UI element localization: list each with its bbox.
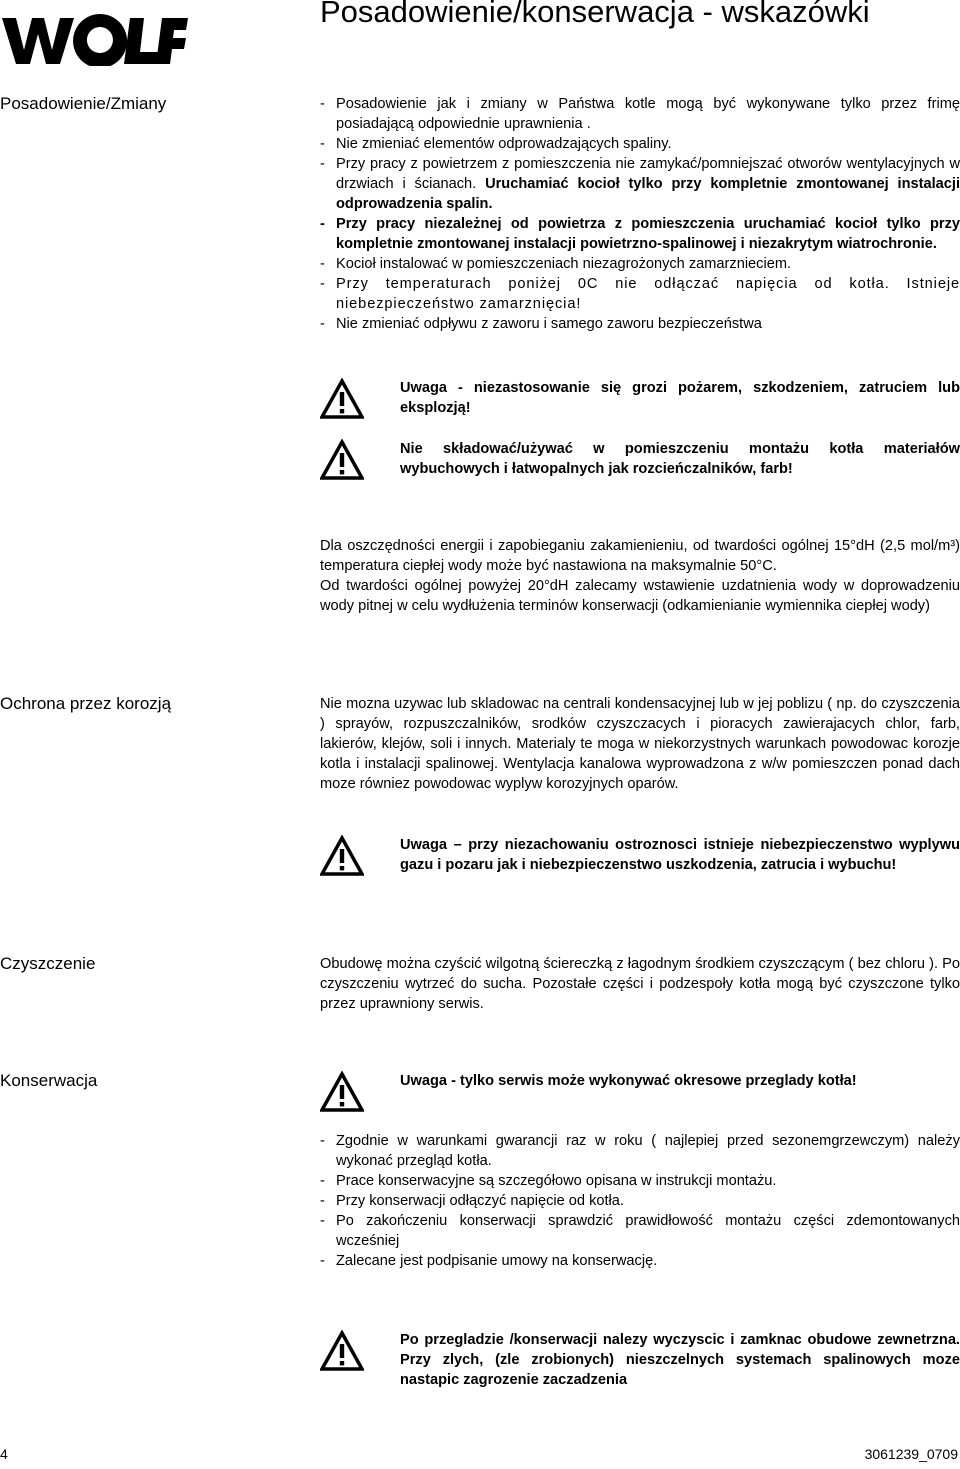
warning-text: Nie składować/używać w pomieszczeniu montażu kotła materiałów wybuchowych i łatwopalnych jak rozcieńczalników, farb! (400, 441, 960, 477)
list-item: - Zgodnie w warunkami gwarancji raz w roku ( najlepiej przed sezonemgrzewczym) należy wykonać przegląd kotła. (320, 1131, 960, 1171)
document-number: 3061239_0709 (864, 1446, 958, 1462)
posadowienie-list (320, 94, 960, 334)
warning-gas (320, 835, 960, 875)
page-number: 4 (0, 1446, 8, 1462)
czyszczenie-paragraph: Obudowę można czyścić wilgotną ściereczką z łagodnym środkiem czyszczącym ( bez chloru ). Po czyszczeniu wytrzeć do sucha. Pozostałe części i podzespoły kotła mogą być czyszczone tylko przez uprawniony serwis. (320, 956, 960, 1012)
warning-fire (320, 378, 960, 418)
list-item: - Nie zmieniać elementów odprowadzających spaliny. (320, 134, 960, 154)
section-heading-posadowienie: Posadowienie/Zmiany (0, 94, 167, 113)
konserwacja-list-block (320, 1131, 960, 1271)
section-heading-ochrona: Ochrona przez korozją (0, 694, 172, 713)
list-item: - Przy temperaturach poniżej 0C nie odłączać napięcia od kotła. Istnieje niebezpieczeństwo zamarznięcia! (320, 274, 960, 314)
ochrona-text (320, 694, 960, 794)
warning-text: Uwaga - tylko serwis może wykonywać okresowe przeglady kotła! (400, 1073, 857, 1089)
list-item: - Nie zmieniać odpływu z zaworu i samego zaworu bezpieczeństwa (320, 314, 960, 334)
warning-text: Uwaga - niezastosowanie się grozi pożarem, szkodzeniem, zatruciem lub eksplozją! (400, 380, 960, 416)
list-item: - Po zakończeniu konserwacji sprawdzić prawidłowość montażu części zdemontowanych wcześniej (320, 1211, 960, 1251)
posadowienie-list-block (320, 94, 960, 334)
water-hardness-block (320, 536, 960, 616)
list-item: - Kocioł instalować w pomieszczeniach niezagrożonych zamarznieciem. (320, 254, 960, 274)
warning-storage (320, 439, 960, 479)
warning-flue (320, 1330, 960, 1390)
list-item: - Przy konserwacji odłączyć napięcie od kotła. (320, 1191, 960, 1211)
list-item: - Przy pracy z powietrzem z pomieszczenia nie zamykać/pomniejszać otworów wentylacyjnych w drzwiach i ścianach. Uruchamiać kocioł tylko przy kompletnie zmontowanej instalacji odprowadzenia spalin. (320, 154, 960, 214)
list-item: - Prace konserwacyjne są szczegółowo opisana w instrukcji montażu. (320, 1171, 960, 1191)
wolf-logo (2, 14, 188, 66)
warning-triangle-icon (320, 439, 364, 481)
warning-triangle-icon (320, 1330, 364, 1372)
warning-triangle-icon (320, 378, 364, 420)
ochrona-paragraph: Nie mozna uzywac lub skladowac na centrali kondensacyjnej lub w jej poblizu ( np. do czyszczenia ) sprayów, rozpuszczalników, srodków czyszczacych i pioracych zawierajacych chlor, farb, lakierów, klejów, soli i innych. Materialy te moga w niekorzystnych warunkach powodowac korozje kotla i instalacji spalinowej. Wentylacja kanalowa wyprowadzona z w/w pomieszczen ponad dach moze równiez powodowac wyplyw korozyjnych oparów. (320, 696, 960, 792)
water-paragraph-2: Od twardości ogólnej powyżej 20°dH zalecamy wstawienie uzdatnienia wody w doprowadzeniu wody pitnej w celu wydłużenia terminów konserwacji (odkamienianie wymiennika ciepłej wody) (320, 578, 960, 614)
warning-text: Uwaga – przy niezachowaniu ostroznosci istnieje niebezpieczenstwo wyplywu gazu i pozaru jak i niebezpieczenstwo uszkodzenia, zatrucia i wybuchu! (400, 837, 960, 873)
warning-triangle-icon (320, 835, 364, 877)
czyszczenie-text (320, 954, 960, 1014)
section-heading-czyszczenie: Czyszczenie (0, 954, 96, 973)
warning-text: Po przegladzie /konserwacji nalezy wyczyscic i zamknac obudowe zewnetrzna. Przy zlych, (zle zrobionych) nieszczelnych systemach spalinowych moze nastapic zagrozenie zaczadzenia (400, 1332, 960, 1388)
water-paragraph-1: Dla oszczędności energii i zapobieganiu zakamienieniu, od twardości ogólnej 15°dH (2,5 mol/m³) temperatura ciepłej wody może być nastawiona na maksymalnie 50°C. (320, 538, 960, 574)
page-title: Posadowienie/konserwacja - wskazówki (320, 0, 870, 29)
warning-triangle-icon (320, 1071, 364, 1113)
section-heading-konserwacja: Konserwacja (0, 1071, 98, 1090)
list-item: - Zalecane jest podpisanie umowy na konserwację. (320, 1251, 960, 1271)
warning-service (320, 1071, 960, 1091)
bold-note: Uruchamiać kocioł tylko przy kompletnie zmontowanej instalacji odprowadzenia spalin. (336, 176, 960, 212)
list-item: - Przy pracy niezależnej od powietrza z pomieszczenia uruchamiać kocioł tylko przy kompletnie zmontowanej instalacji powietrzno-spalinowej i niezakrytym wiatrochronie. (320, 214, 960, 254)
konserwacja-list (320, 1131, 960, 1271)
list-item: - Posadowienie jak i zmiany w Państwa kotle mogą być wykonywane tylko przez frimę posiadającą odpowiednie uprawnienia . (320, 94, 960, 134)
